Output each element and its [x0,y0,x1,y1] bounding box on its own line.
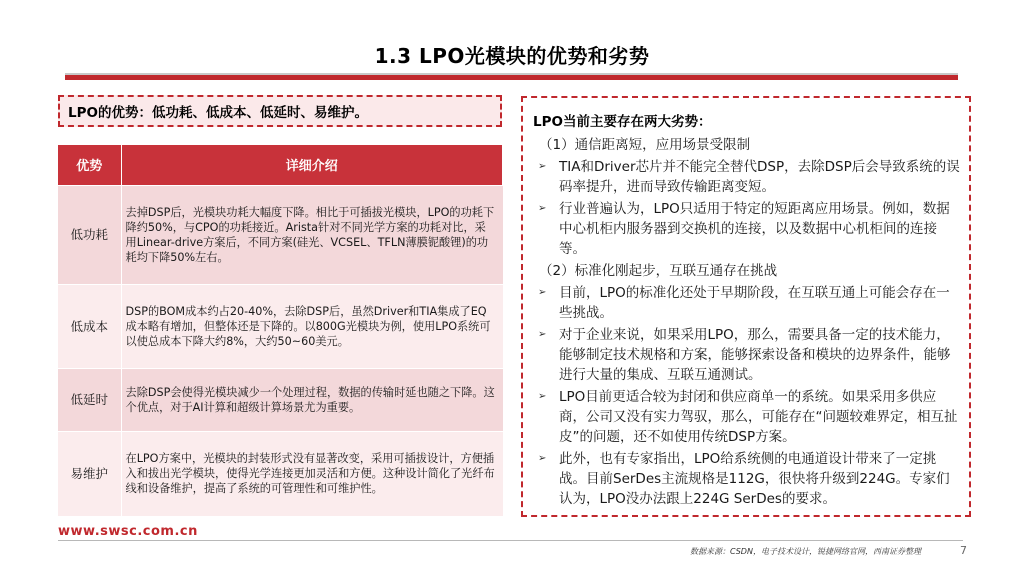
header-detail: 详细介绍 [121,145,503,185]
list-item [533,325,961,385]
advantages-heading: LPO的优势：低功耗、低成本、低延时、易维护。 [68,105,368,121]
bullet-text: 目前，LPO的标准化还处于早期阶段，在互联互通上可能会存在一些挑战。 [559,285,950,321]
bullet-text: LPO目前更适合较为封闭和供应商单一的系统。如果采用多供应商，公司又没有实力驾驭，那么，可能存在“问题较难界定，相互扯皮”的问题，还不如使用传统DSP方案。 [559,389,958,445]
footer-url[interactable]: www.swsc.com.cn [58,524,198,539]
bullet-text: 行业普遍认为，LPO只适用于特定的短距离应用场景。例如，数据中心机柜内服务器到交换机的连接，以及数据中心机柜间的连接等。 [559,201,950,257]
title-divider [65,73,958,80]
header-advantage: 优势 [58,145,121,185]
row-category: 易维护 [58,431,121,516]
table-row [58,368,503,431]
arrow-bullet-icon: ➢ [538,287,547,298]
disadvantages-heading: LPO当前主要存在两大劣势： [533,114,712,130]
section-subtitle: （1）通信距离短，应用场景受限制 [539,137,751,153]
page-title: 1.3 LPO光模块的优势和劣势 [374,44,650,68]
row-category: 低延时 [58,368,121,431]
advantages-heading-box [58,95,502,127]
list-item [533,157,961,197]
source-note: 数据来源：CSDN，电子技术设计，锐捷网络官网，西南证券整理 [690,547,921,556]
list-item [533,387,961,447]
table-row [58,185,503,284]
row-detail: 去除DSP会使得光模块减少一个处理过程，数据的传输时延也随之下降。这个优点，对于AI计算和超级计算场景尤为重要。 [121,368,503,431]
table-header-row [58,145,503,185]
bullet-text: 此外，也有专家指出，LPO给系统侧的电通道设计带来了一定挑战。目前SerDes主流规格是112G，很快将升级到224G。专家们认为，LPO没办法跟上224G SerDes的要求。 [559,451,950,507]
advantages-table [58,145,503,516]
disadvantages-box [521,96,971,517]
row-detail: 在LPO方案中，光模块的封装形式没有显著改变，采用可插拔设计，方便插入和拔出光学模块，使得光学连接更加灵活和方便。这种设计简化了光纤布线和设备维护，提高了系统的可管理性和可维护性。 [121,431,503,516]
section-subtitle: （2）标准化刚起步，互联互通存在挑战 [539,263,778,279]
list-item [533,449,961,509]
arrow-bullet-icon: ➢ [538,203,547,214]
arrow-bullet-icon: ➢ [538,453,547,464]
page-number: 7 [960,544,967,557]
row-category: 低功耗 [58,185,121,284]
bullet-text: TIA和Driver芯片并不能完全替代DSP，去除DSP后会导致系统的误码率提升，进而导致传输距离变短。 [559,159,960,195]
table-row [58,284,503,368]
arrow-bullet-icon: ➢ [538,391,547,402]
arrow-bullet-icon: ➢ [538,161,547,172]
row-category: 低成本 [58,284,121,368]
list-item [533,283,961,323]
table-row [58,431,503,516]
list-item [533,199,961,259]
arrow-bullet-icon: ➢ [538,329,547,340]
footer-divider [58,540,963,541]
row-detail: 去掉DSP后，光模块功耗大幅度下降。相比于可插拔光模块，LPO的功耗下降约50%，与CPO的功耗接近。Arista针对不同光学方案的功耗对比，采用Linear-drive方案后，不同方案(硅光、VCSEL、TFLN薄膜铌酸锂)的功耗均下降50%左右。 [121,185,503,284]
bullet-text: 对于企业来说，如果采用LPO，那么，需要具备一定的技术能力，能够制定技术规格和方案，能够探索设备和模块的边界条件，能够进行大量的集成、互联互通测试。 [559,327,951,383]
row-detail: DSP的BOM成本约占20-40%，去除DSP后，虽然Driver和TIA集成了EQ成本略有增加，但整体还是下降的。以800G光模块为例，使用LPO系统可以使总成本下降大约8%，大约50~60美元。 [121,284,503,368]
